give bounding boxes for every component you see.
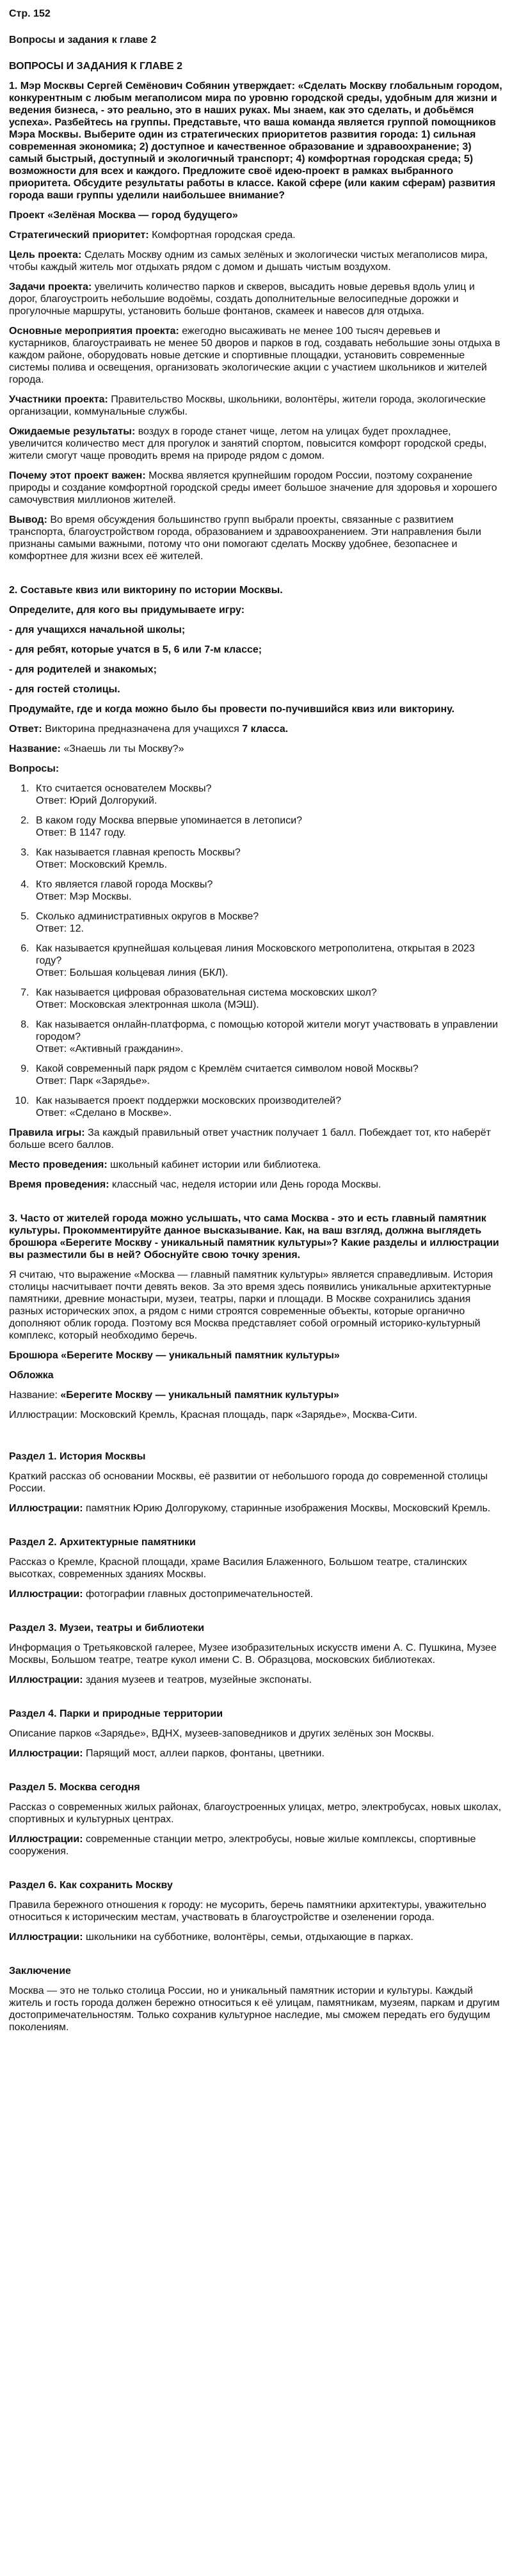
page-title: Вопросы и задания к главе 2: [9, 35, 157, 45]
section-6-title: Раздел 6. Как сохранить Москву: [9, 1880, 173, 1891]
task-3-intro: Я считаю, что выражение «Москва — главный памятник культуры» является справедливым. История столицы насчитывает почти девять веков. За это время здесь появились уникальные архитектурные памятники, древние монастыри, музеи, театры, парки и площади. В Москве сохранились здания разных исторических эпох, а рядом с ними строятся современные объекты, которые органично дополняют облик города. Поэтому вся Москва представляет собой огромный историко-культурный комплекс, который необходимо беречь.: [9, 1269, 493, 1341]
section-heading: ВОПРОСЫ И ЗАДАНИЯ К ГЛАВЕ 2: [9, 61, 182, 72]
section-6-text: Правила бережного отношения к городу: не мусорить, беречь памятники архитектуры, уважительно относиться к историческим местам, участвовать в благоустройстве и озеленении города.: [9, 1900, 486, 1923]
quiz-time: Время проведения: классный час, неделя истории или День города Москвы.: [9, 1179, 381, 1190]
audience-item: - для гостей столицы.: [9, 684, 120, 695]
quiz-question: 7. Как называется цифровая образовательная система московских школ? Ответ: Московская электронная школа (МЭШ).: [32, 987, 503, 1011]
quiz-question: 8. Как называется онлайн-платформа, с помощью которой жители могут участвовать в управлении городом? Ответ: «Активный гражданин».: [32, 1019, 503, 1055]
project-conclusion: Вывод: Во время обсуждения большинство групп выбрали проекты, связанные с развитием транспорта, благоустройством города, образованием и здравоохранением. Эти направления были признаны самыми важными, потому что они помогают сделать Москву удобнее, безопаснее и комфортнее для жизни всех её жителей.: [9, 514, 481, 562]
audience-item: - для учащихся начальной школы;: [9, 624, 186, 635]
section-5-illustrations: Иллюстрации: современные станции метро, электробусы, новые жилые комплексы, спортивные сооружения.: [9, 1834, 476, 1857]
project-tasks: Задачи проекта: увеличить количество парков и скверов, высадить новые деревья вдоль улиц и дорог, благоустроить небольшие водоёмы, создать дополнительные велосипедные дорожки и прогулочные маршруты, установить больше фонтанов, скамеек и навесов для отдыха.: [9, 282, 475, 317]
task-2-answer: Ответ: Викторина предназначена для учащихся 7 класса.: [9, 724, 289, 735]
task-2-where: Продумайте, где и когда можно было бы провести по-пучившийся квиз или викторину.: [9, 704, 455, 715]
task-2-define: Определите, для кого вы придумываете игру:: [9, 605, 245, 616]
project-results: Ожидаемые результаты: воздух в городе станет чище, летом на улицах будет прохладнее, увеличится количество мест для прогулок и занятий спортом, повысится комфорт городской среды, жители смогут чаще проводить время на природе рядом с домом.: [9, 426, 487, 461]
cover-name: Название: «Берегите Москву — уникальный памятник культуры»: [9, 1390, 340, 1401]
section-3-title: Раздел 3. Музеи, театры и библиотеки: [9, 1623, 205, 1634]
project-activities: Основные мероприятия проекта: ежегодно высаживать не менее 100 тысяч деревьев и кустарников, благоустраивать не менее 50 дворов и парков в год, создавать небольшие зоны отдыха в каждом районе, оборудовать новые детские и спортивные площадки, установить современные системы полива и освещения, организовать экологические акции с участием школьников и жителей города.: [9, 326, 500, 385]
quiz-name: Название: «Знаешь ли ты Москву?»: [9, 743, 184, 754]
audience-item: - для ребят, которые учатся в 5, 6 или 7-м классе;: [9, 644, 262, 655]
section-2-text: Рассказ о Кремле, Красной площади, храме Василия Блаженного, Большом театре, сталинских высотках, современных зданиях Москвы.: [9, 1557, 467, 1580]
project-importance: Почему этот проект важен: Москва является крупнейшим городом России, поэтому сохранение природы и создание комфортной городской среды имеет большое значение для здоровья и хорошего самочувствия миллионов жителей.: [9, 470, 497, 505]
project-goal: Цель проекта: Сделать Москву одним из самых зелёных и экологически чистых мегаполисов мира, чтобы каждый житель мог отдыхать рядом с домом и дышать чистым воздухом.: [9, 250, 488, 273]
questions-heading: Вопросы:: [9, 763, 60, 774]
quiz-question: 3. Как называется главная крепость Москвы? Ответ: Московский Кремль.: [32, 847, 503, 871]
quiz-question: 1. Кто считается основателем Москвы? Ответ: Юрий Долгорукий.: [32, 783, 503, 807]
task-1-prompt: 1. Мэр Москвы Сергей Семёнович Собянин утверждает: «Сделать Москву глобальным городом, конкурентным с любым мегаполисом мира по уровню городской среды, удобным для жизни и ведения бизнеса, - это реально, это в наших руках. Мы знаем, как это сделать, и добьёмся успеха». Разбейтесь на группы. Представьте, что ваша команда является группой помощников Мэра Москвы. Выберите один из стратегических приоритетов развития города: 1) сильная современная экономика; 2) доступное и качественное образование и здравоохранение; 3) самый быстрый, доступный и экологичный транспорт; 4) комфортная городская среда; 5) возможности для всех и каждого. Предложите своё идею-проект в рамках выбранного приоритета. Обсудите результаты работы в классе. Какой сфере (или каким сферам) развития города ваши группы уделили наибольшее внимание?: [9, 81, 502, 201]
task-2-prompt: 2. Составьте квиз или викторину по истории Москвы.: [9, 585, 283, 596]
section-5-text: Рассказ о современных жилых районах, благоустроенных улицах, метро, электробусах, новых школах, спортивных и культурных центрах.: [9, 1802, 502, 1825]
quiz-rules: Правила игры: За каждый правильный ответ участник получает 1 балл. Побеждает тот, кто наберёт больше всего баллов.: [9, 1127, 491, 1150]
quiz-question: 5. Сколько административных округов в Москве? Ответ: 12.: [32, 910, 503, 935]
quiz-question: 9. Какой современный парк рядом с Кремлём считается символом новой Москвы? Ответ: Парк «Зарядье».: [32, 1063, 503, 1087]
section-1-title: Раздел 1. История Москвы: [9, 1451, 146, 1462]
quiz-questions: [9, 783, 503, 1119]
audience-item: - для родителей и знакомых;: [9, 664, 157, 675]
task-3-prompt: 3. Часто от жителей города можно услышать, что сама Москва - это и есть главный памятник культуры. Прокомментируйте данное высказывание. Как, на ваш взгляд, должна выглядеть брошюра «Берегите Москву - уникальный памятник культуры»? Какие разделы и иллюстрации вы разместили бы в ней? Обоснуйте свою точку зрения.: [9, 1213, 499, 1260]
section-1-illustrations: Иллюстрации: памятник Юрию Долгорукому, старинные изображения Москвы, Московский Кремль.: [9, 1503, 491, 1514]
project-title: Проект «Зелёная Москва — город будущего»: [9, 210, 238, 221]
quiz-question: 2. В каком году Москва впервые упоминается в летописи? Ответ: В 1147 году.: [32, 815, 503, 839]
quiz-place: Место проведения: школьный кабинет истории или библиотека.: [9, 1159, 321, 1170]
section-4-illustrations: Иллюстрации: Парящий мост, аллеи парков, фонтаны, цветники.: [9, 1748, 324, 1759]
section-4-title: Раздел 4. Парки и природные территории: [9, 1708, 223, 1719]
section-3-text: Информация о Третьяковской галерее, Музее изобразительных искусств имени А. С. Пушкина, Музее Москвы, Большом театре, театре кукол имени С. В. Образцова, московских библиотеках.: [9, 1642, 497, 1666]
section-2-illustrations: Иллюстрации: фотографии главных достопримечательностей.: [9, 1589, 314, 1600]
conclusion-title: Заключение: [9, 1966, 71, 1976]
page-number: Стр. 152: [9, 8, 51, 19]
conclusion-text: Москва — это не только столица России, но и уникальный памятник истории и культуры. Каждый житель и гость города должен бережно относиться к её улицам, памятникам, музеям, паркам и другим достопримечательностям. Только сохранив культурное наследие, мы сможем передать его будущим поколениям.: [9, 1985, 500, 2033]
cover-illustrations: Иллюстрации: Московский Кремль, Красная площадь, парк «Зарядье», Москва-Сити.: [9, 1410, 417, 1420]
section-3-illustrations: Иллюстрации: здания музеев и театров, музейные экспонаты.: [9, 1674, 312, 1685]
project-priority: Стратегический приоритет: Комфортная городская среда.: [9, 230, 296, 241]
section-4-text: Описание парков «Зарядье», ВДНХ, музеев-заповедников и других зелёных зон Москвы.: [9, 1728, 435, 1739]
brochure-title: Брошюра «Берегите Москву — уникальный памятник культуры»: [9, 1350, 340, 1361]
quiz-question: 10. Как называется проект поддержки московских производителей? Ответ: «Сделано в Москве».: [32, 1095, 503, 1119]
quiz-question: 4. Кто является главой города Москвы? Ответ: Мэр Москвы.: [32, 879, 503, 903]
quiz-question: 6. Как называется крупнейшая кольцевая линия Московского метрополитена, открытая в 2023 году? Ответ: Большая кольцевая линия (БКЛ).: [32, 942, 503, 979]
cover-heading: Обложка: [9, 1370, 54, 1381]
section-6-illustrations: Иллюстрации: школьники на субботнике, волонтёры, семьи, отдыхающие в парках.: [9, 1932, 413, 1943]
section-5-title: Раздел 5. Москва сегодня: [9, 1782, 140, 1793]
project-participants: Участники проекта: Правительство Москвы, школьники, волонтёры, жители города, экологические организации, коммунальные службы.: [9, 394, 486, 417]
section-1-text: Краткий рассказ об основании Москвы, её развитии от небольшого города до современной столицы России.: [9, 1471, 488, 1494]
section-2-title: Раздел 2. Архитектурные памятники: [9, 1537, 196, 1548]
